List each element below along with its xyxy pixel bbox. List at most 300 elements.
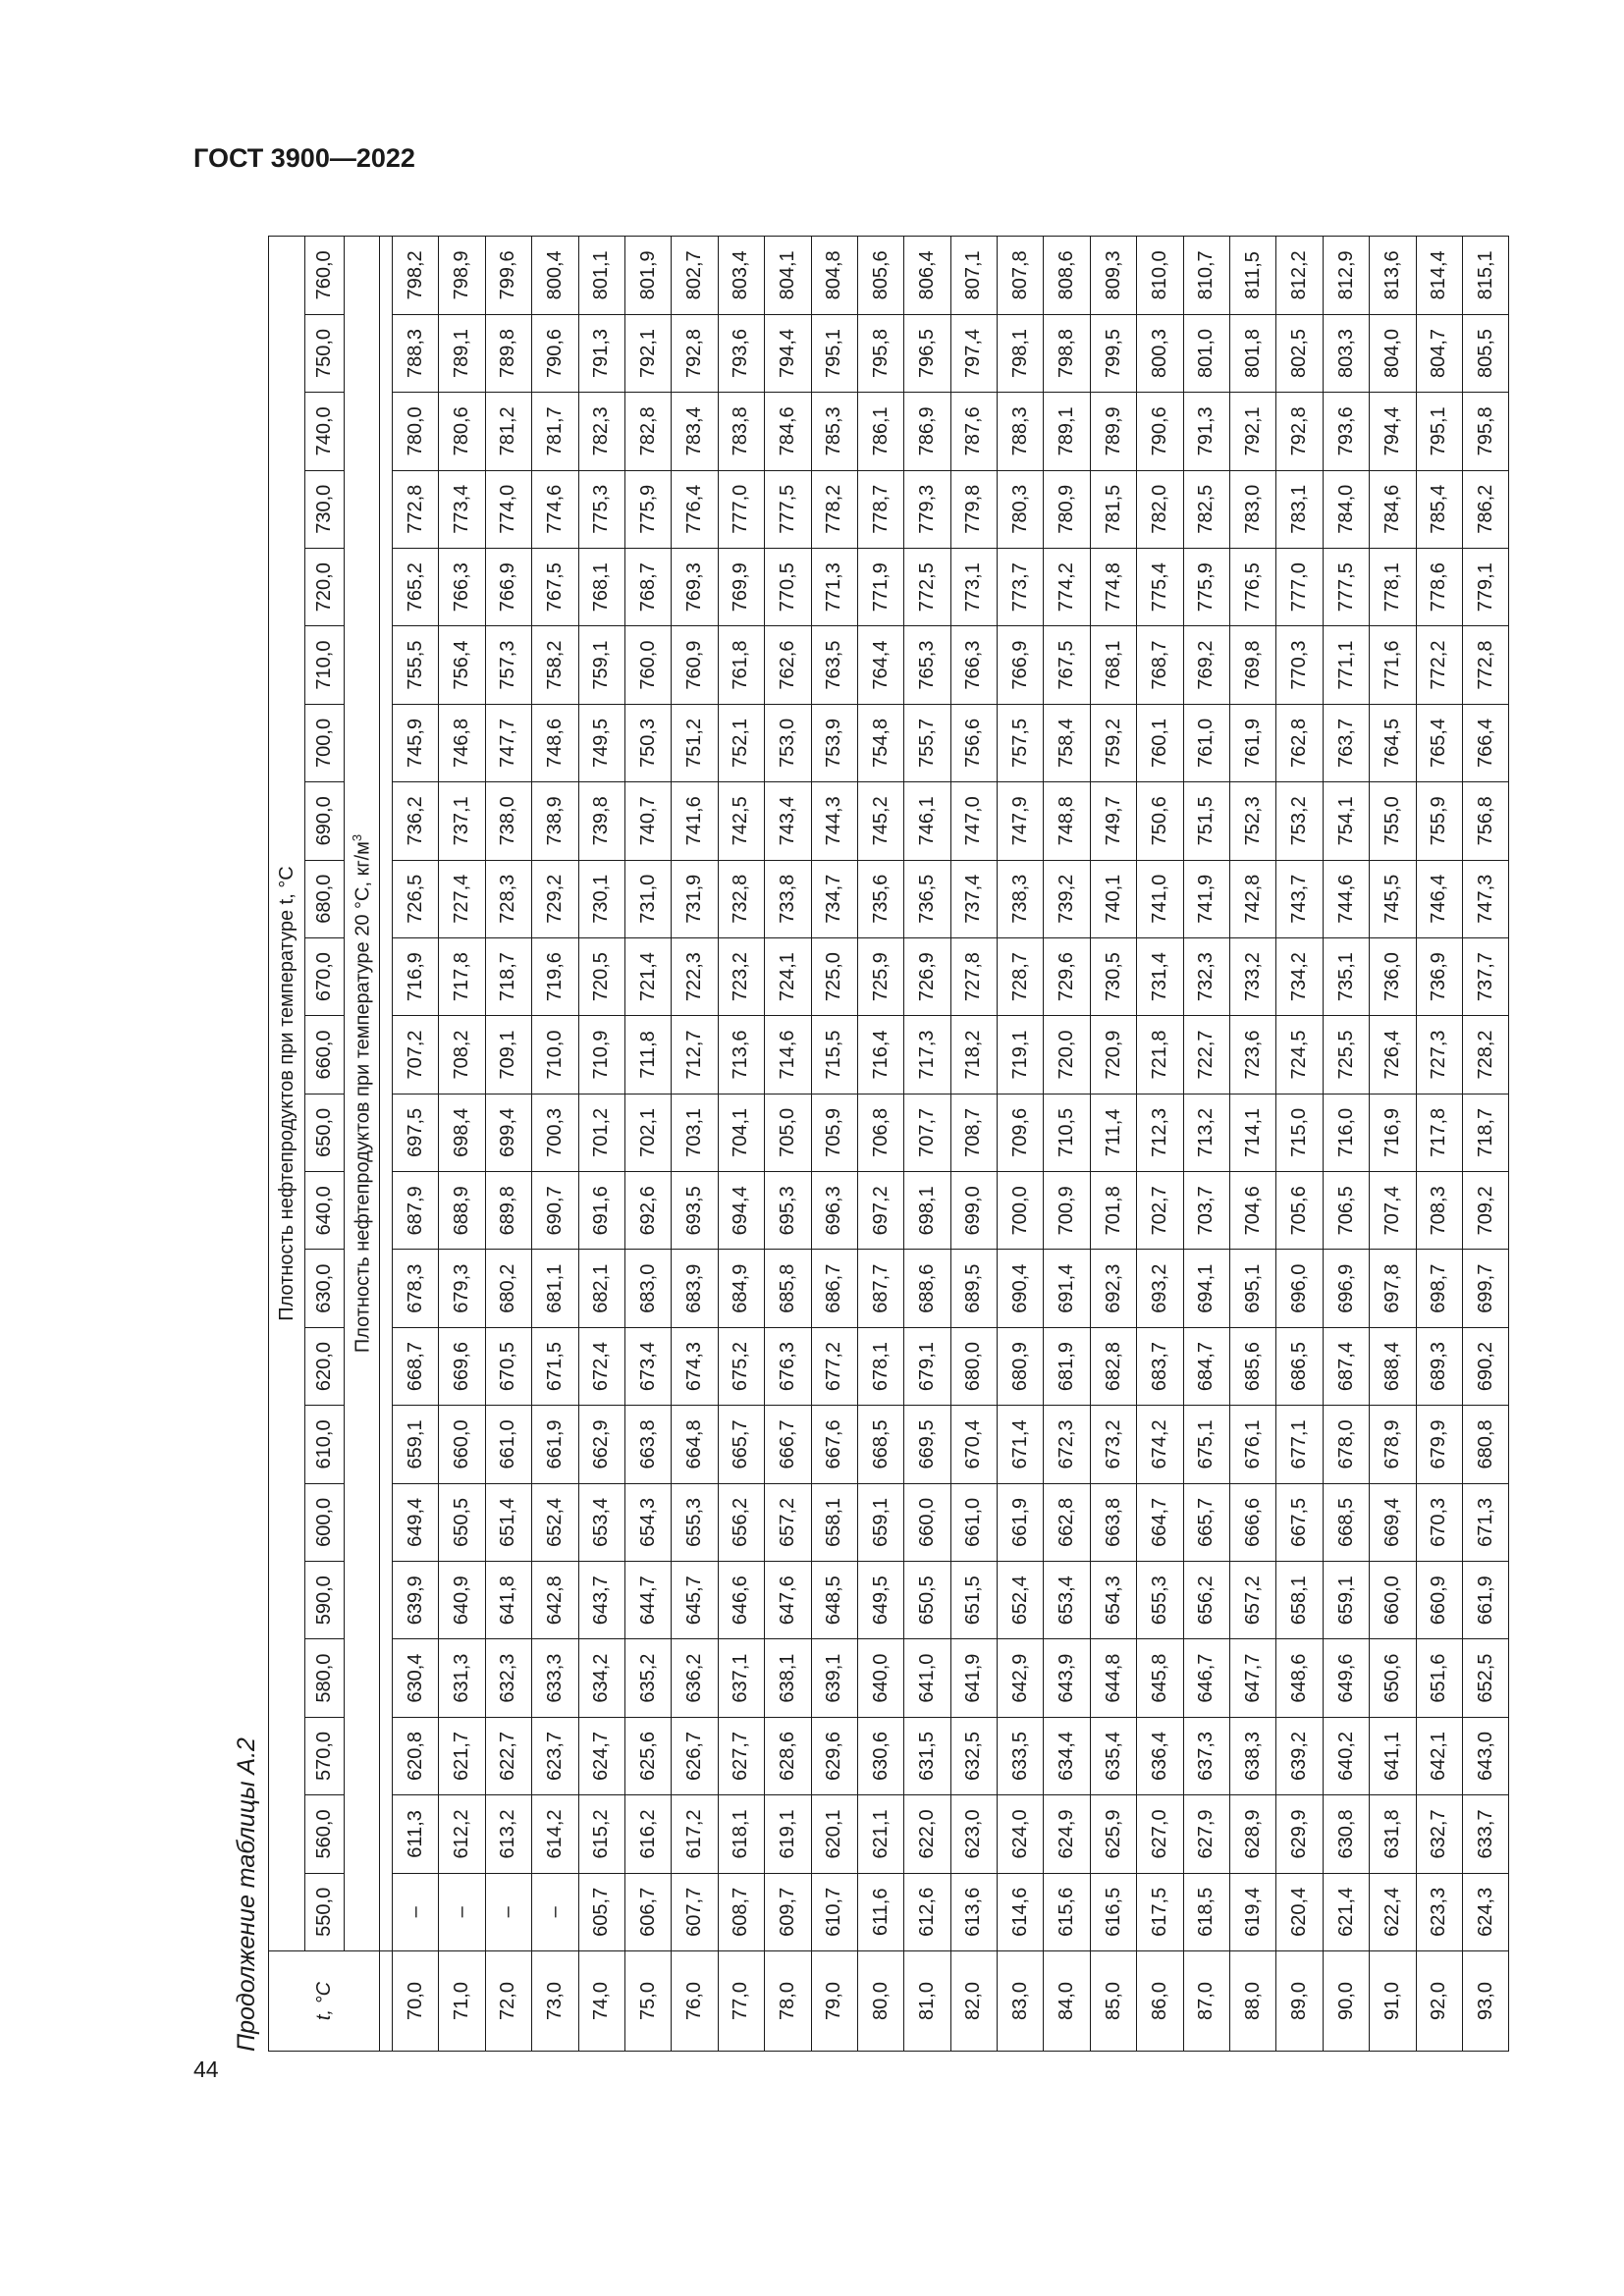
- table-cell: 651,4: [485, 1483, 531, 1561]
- table-cell: 652,4: [532, 1483, 578, 1561]
- table-cell: 722,7: [1183, 1016, 1229, 1094]
- table-cell: 756,4: [439, 626, 485, 704]
- table-cell: –: [532, 1873, 578, 1950]
- table-cell: 700,9: [1044, 1172, 1090, 1250]
- table-cell: 617,5: [1137, 1873, 1183, 1950]
- table-cell: 649,5: [857, 1562, 903, 1639]
- table-cell: 649,6: [1323, 1639, 1369, 1717]
- table-cell: 714,1: [1230, 1094, 1276, 1171]
- table-cell: 731,0: [624, 860, 671, 937]
- table-cell: 669,4: [1370, 1483, 1416, 1561]
- table-cell: 619,1: [765, 1795, 811, 1873]
- table-cell: 622,0: [904, 1795, 950, 1873]
- table-cell: 784,6: [765, 393, 811, 470]
- table-cell: 664,8: [672, 1406, 718, 1483]
- table-cell: 695,1: [1230, 1250, 1276, 1327]
- table-cell: 641,0: [904, 1639, 950, 1717]
- table-cell: 623,3: [1416, 1873, 1462, 1950]
- table-cell: 685,6: [1230, 1327, 1276, 1405]
- table-cell: 689,3: [1416, 1327, 1462, 1405]
- table-cell: 708,3: [1416, 1172, 1462, 1250]
- table-cell: 789,8: [485, 314, 531, 392]
- table-cell: 760,0: [624, 626, 671, 704]
- table-cell: 660,0: [439, 1406, 485, 1483]
- table-cell: 620,1: [811, 1795, 857, 1873]
- table-cell: 697,2: [857, 1172, 903, 1250]
- row-temperature: 79,0: [811, 1950, 857, 2051]
- table-cell: 734,7: [811, 860, 857, 937]
- table-cell: 703,7: [1183, 1172, 1229, 1250]
- table-cell: 806,4: [904, 237, 950, 315]
- table-cell: 792,1: [624, 314, 671, 392]
- table-cell: 723,2: [718, 937, 764, 1015]
- table-cell: 746,4: [1416, 860, 1462, 937]
- row-temperature: 80,0: [857, 1950, 903, 2051]
- table-cell: 691,4: [1044, 1250, 1090, 1327]
- column-header: 620,0: [305, 1327, 345, 1405]
- table-cell: 772,2: [1416, 626, 1462, 704]
- table-cell: 768,7: [624, 548, 671, 625]
- table-cell: 618,1: [718, 1795, 764, 1873]
- table-cell: 645,7: [672, 1562, 718, 1639]
- table-cell: 795,8: [857, 314, 903, 392]
- table-cell: 717,3: [904, 1016, 950, 1094]
- table-cell: 664,7: [1137, 1483, 1183, 1561]
- table-cell: 804,8: [811, 237, 857, 315]
- row-temperature: 89,0: [1276, 1950, 1323, 2051]
- table-cell: 725,0: [811, 937, 857, 1015]
- table-cell: 639,2: [1276, 1717, 1323, 1794]
- table-cell: 757,3: [485, 626, 531, 704]
- table-cell: 672,3: [1044, 1406, 1090, 1483]
- table-cell: 698,7: [1416, 1250, 1462, 1327]
- table-cell: 722,3: [672, 937, 718, 1015]
- column-header: 690,0: [305, 782, 345, 860]
- table-cell: 770,3: [1276, 626, 1323, 704]
- table-cell: 781,2: [485, 393, 531, 470]
- header-row-sub: [345, 237, 380, 2052]
- table-cell: 706,8: [857, 1094, 903, 1171]
- table-cell: 707,4: [1370, 1172, 1416, 1250]
- table-cell: 631,3: [439, 1639, 485, 1717]
- table-cell: 799,6: [485, 237, 531, 315]
- table-cell: 644,7: [624, 1562, 671, 1639]
- table-cell: 733,8: [765, 860, 811, 937]
- table-cell: 653,4: [1044, 1562, 1090, 1639]
- table-cell: 773,4: [439, 470, 485, 548]
- table-row: [1137, 237, 1183, 2052]
- table-cell: 780,9: [1044, 470, 1090, 548]
- table-cell: 676,1: [1230, 1406, 1276, 1483]
- spacer-cell: [380, 1950, 393, 2051]
- table-cell: 630,8: [1323, 1795, 1369, 1873]
- table-cell: 648,6: [1276, 1639, 1323, 1717]
- table-cell: 716,9: [1370, 1094, 1416, 1171]
- table-cell: 713,6: [718, 1016, 764, 1094]
- table-cell: 785,3: [811, 393, 857, 470]
- table-cell: 760,9: [672, 626, 718, 704]
- table-cell: 636,2: [672, 1639, 718, 1717]
- table-cell: 720,9: [1090, 1016, 1136, 1094]
- table-cell: 810,0: [1137, 237, 1183, 315]
- table-cell: 654,3: [624, 1483, 671, 1561]
- table-cell: 755,0: [1370, 782, 1416, 860]
- table-cell: 649,4: [393, 1483, 439, 1561]
- table-row: [811, 237, 857, 2052]
- table-cell: 776,4: [672, 470, 718, 548]
- table-cell: 805,5: [1462, 314, 1508, 392]
- table-cell: 660,0: [1370, 1562, 1416, 1639]
- table-cell: 655,3: [1137, 1562, 1183, 1639]
- table-cell: 732,3: [1183, 937, 1229, 1015]
- row-temperature: 88,0: [1230, 1950, 1276, 2051]
- t-header-label: t, °C: [312, 1981, 335, 2021]
- table-cell: 647,6: [765, 1562, 811, 1639]
- table-row: [485, 237, 531, 2052]
- table-cell: 622,4: [1370, 1873, 1416, 1950]
- table-cell: 666,7: [765, 1406, 811, 1483]
- table-cell: 771,1: [1323, 626, 1369, 704]
- table-cell: 647,7: [1230, 1639, 1276, 1717]
- table-cell: 674,3: [672, 1327, 718, 1405]
- table-row: [672, 237, 718, 2052]
- table-cell: 709,6: [998, 1094, 1044, 1171]
- table-cell: 793,6: [1323, 393, 1369, 470]
- table-cell: 682,1: [578, 1250, 624, 1327]
- table-cell: 763,7: [1323, 704, 1369, 781]
- table-cell: 641,8: [485, 1562, 531, 1639]
- table-cell: 794,4: [1370, 393, 1416, 470]
- column-header: 640,0: [305, 1172, 345, 1250]
- table-cell: 708,2: [439, 1016, 485, 1094]
- table-cell: 697,5: [393, 1094, 439, 1171]
- document-title: ГОСТ 3900—2022: [193, 143, 415, 173]
- table-cell: 740,1: [1090, 860, 1136, 937]
- table-cell: 617,2: [672, 1795, 718, 1873]
- table-cell: 631,8: [1370, 1795, 1416, 1873]
- table-cell: 661,9: [998, 1483, 1044, 1561]
- table-cell: 680,2: [485, 1250, 531, 1327]
- table-cell: 724,5: [1276, 1016, 1323, 1094]
- table-cell: 634,2: [578, 1639, 624, 1717]
- table-cell: 622,7: [485, 1717, 531, 1794]
- column-header: 550,0: [305, 1873, 345, 1950]
- table-cell: 798,1: [998, 314, 1044, 392]
- table-row: [1370, 237, 1416, 2052]
- table-cell: 780,6: [439, 393, 485, 470]
- table-cell: 804,0: [1370, 314, 1416, 392]
- table-cell: 637,1: [718, 1639, 764, 1717]
- table-cell: 690,4: [998, 1250, 1044, 1327]
- table-row: [532, 237, 578, 2052]
- table-cell: 782,5: [1183, 470, 1229, 548]
- table-cell: 783,8: [718, 393, 764, 470]
- row-temperature: 70,0: [393, 1950, 439, 2051]
- table-cell: 695,3: [765, 1172, 811, 1250]
- table-cell: 741,0: [1137, 860, 1183, 937]
- table-cell: 668,5: [857, 1406, 903, 1483]
- table-cell: 753,9: [811, 704, 857, 781]
- table-cell: 668,7: [393, 1327, 439, 1405]
- table-cell: 683,0: [624, 1250, 671, 1327]
- table-cell: 803,4: [718, 237, 764, 315]
- row-temperature: 76,0: [672, 1950, 718, 2051]
- table-cell: 758,2: [532, 626, 578, 704]
- table-cell: 775,9: [624, 470, 671, 548]
- table-cell: 715,0: [1276, 1094, 1323, 1171]
- table-cell: 605,7: [578, 1873, 624, 1950]
- table-row: [998, 237, 1044, 2052]
- table-cell: 609,7: [765, 1873, 811, 1950]
- table-cell: 745,9: [393, 704, 439, 781]
- table-cell: 768,1: [1090, 626, 1136, 704]
- table-cell: 673,4: [624, 1327, 671, 1405]
- table-cell: 721,4: [624, 937, 671, 1015]
- table-cell: 758,4: [1044, 704, 1090, 781]
- table-cell: 627,7: [718, 1717, 764, 1794]
- table-cell: 621,1: [857, 1795, 903, 1873]
- table-row: [718, 237, 764, 2052]
- table-cell: 812,2: [1276, 237, 1323, 315]
- row-temperature: 90,0: [1323, 1950, 1369, 2051]
- table-cell: 778,1: [1370, 548, 1416, 625]
- table-cell: 611,3: [393, 1795, 439, 1873]
- table-cell: 716,4: [857, 1016, 903, 1094]
- table-cell: 768,7: [1137, 626, 1183, 704]
- table-cell: 688,6: [904, 1250, 950, 1327]
- table-row: [578, 237, 624, 2052]
- table-cell: 795,8: [1462, 393, 1508, 470]
- table-cell: 780,3: [998, 470, 1044, 548]
- table-cell: 633,5: [998, 1717, 1044, 1794]
- table-cell: 662,9: [578, 1406, 624, 1483]
- table-cell: 643,9: [1044, 1639, 1090, 1717]
- table-cell: 633,7: [1462, 1795, 1508, 1873]
- table-cell: 777,0: [1276, 548, 1323, 625]
- table-cell: 766,3: [439, 548, 485, 625]
- row-temperature: 83,0: [998, 1950, 1044, 2051]
- row-temperature: 72,0: [485, 1950, 531, 2051]
- table-cell: 692,3: [1090, 1250, 1136, 1327]
- table-cell: 769,2: [1183, 626, 1229, 704]
- table-cell: 750,6: [1137, 782, 1183, 860]
- table-cell: 661,9: [532, 1406, 578, 1483]
- table-cell: 727,4: [439, 860, 485, 937]
- table-cell: 736,2: [393, 782, 439, 860]
- table-cell: 696,0: [1276, 1250, 1323, 1327]
- table-cell: 657,2: [1230, 1562, 1276, 1639]
- table-cell: 654,3: [1090, 1562, 1136, 1639]
- table-cell: 632,3: [485, 1639, 531, 1717]
- table-cell: 615,2: [578, 1795, 624, 1873]
- table-cell: 688,9: [439, 1172, 485, 1250]
- table-cell: 807,1: [950, 237, 997, 315]
- table-cell: 771,3: [811, 548, 857, 625]
- table-cell: 801,9: [624, 237, 671, 315]
- table-cell: 744,6: [1323, 860, 1369, 937]
- table-cell: 746,1: [904, 782, 950, 860]
- table-cell: 803,3: [1323, 314, 1369, 392]
- table-cell: 728,7: [998, 937, 1044, 1015]
- table-cell: 798,8: [1044, 314, 1090, 392]
- table-cell: 637,3: [1183, 1717, 1229, 1794]
- table-cell: 669,6: [439, 1327, 485, 1405]
- table-cell: 749,5: [578, 704, 624, 781]
- sub-header-label: Плотность нефтепродуктов при температуре 20 °С, кг/м: [352, 841, 374, 1354]
- table-cell: 733,2: [1230, 937, 1276, 1015]
- table-row: [624, 237, 671, 2052]
- table-cell: 739,8: [578, 782, 624, 860]
- table-cell: 633,3: [532, 1639, 578, 1717]
- table-cell: 693,2: [1137, 1250, 1183, 1327]
- table-cell: 757,5: [998, 704, 1044, 781]
- table-cell: 655,3: [672, 1483, 718, 1561]
- table-cell: –: [485, 1873, 531, 1950]
- table-cell: 642,9: [998, 1639, 1044, 1717]
- table-cell: 728,3: [485, 860, 531, 937]
- table-cell: 629,6: [811, 1717, 857, 1794]
- table-cell: 675,1: [1183, 1406, 1229, 1483]
- spacer-row: [380, 237, 393, 2052]
- table-cell: 746,8: [439, 704, 485, 781]
- row-temperature: 91,0: [1370, 1950, 1416, 2051]
- table-cell: 613,6: [950, 1873, 997, 1950]
- table-cell: 719,6: [532, 937, 578, 1015]
- table-cell: 614,6: [998, 1873, 1044, 1950]
- table-cell: 650,6: [1370, 1639, 1416, 1717]
- table-cell: 764,4: [857, 626, 903, 704]
- table-cell: 629,9: [1276, 1795, 1323, 1873]
- table-cell: 727,8: [950, 937, 997, 1015]
- table-cell: 781,7: [532, 393, 578, 470]
- table-cell: 705,0: [765, 1094, 811, 1171]
- table-cell: 784,0: [1323, 470, 1369, 548]
- table-cell: 761,0: [1183, 704, 1229, 781]
- table-cell: 702,1: [624, 1094, 671, 1171]
- table-cell: 692,6: [624, 1172, 671, 1250]
- table-cell: 779,8: [950, 470, 997, 548]
- table-cell: 763,5: [811, 626, 857, 704]
- table-cell: 791,3: [1183, 393, 1229, 470]
- table-row: [950, 237, 997, 2052]
- table-cell: 687,7: [857, 1250, 903, 1327]
- table-cell: 696,9: [1323, 1250, 1369, 1327]
- table-cell: 766,4: [1462, 704, 1508, 781]
- table-cell: 775,4: [1137, 548, 1183, 625]
- table-cell: 644,8: [1090, 1639, 1136, 1717]
- table-cell: 755,5: [393, 626, 439, 704]
- table-cell: 659,1: [393, 1406, 439, 1483]
- table-cell: 631,5: [904, 1717, 950, 1794]
- table-cell: 774,6: [532, 470, 578, 548]
- table-cell: 656,2: [1183, 1562, 1229, 1639]
- table-row: [1276, 237, 1323, 2052]
- column-header: 610,0: [305, 1406, 345, 1483]
- table-cell: 712,3: [1137, 1094, 1183, 1171]
- table-cell: 661,0: [950, 1483, 997, 1561]
- row-temperature: 73,0: [532, 1950, 578, 2051]
- table-cell: 685,8: [765, 1250, 811, 1327]
- column-header: 700,0: [305, 704, 345, 781]
- row-temperature: 92,0: [1416, 1950, 1462, 2051]
- table-cell: 656,2: [718, 1483, 764, 1561]
- table-cell: 742,8: [1230, 860, 1276, 937]
- table-cell: 615,6: [1044, 1873, 1090, 1950]
- table-row: [1230, 237, 1276, 2052]
- table-cell: 679,3: [439, 1250, 485, 1327]
- table-cell: 678,9: [1370, 1406, 1416, 1483]
- table-cell: 717,8: [439, 937, 485, 1015]
- table-cell: 635,4: [1090, 1717, 1136, 1794]
- table-cell: 680,0: [950, 1327, 997, 1405]
- table-cell: 680,8: [1462, 1406, 1508, 1483]
- table-cell: 657,2: [765, 1483, 811, 1561]
- table-cell: 625,6: [624, 1717, 671, 1794]
- table-cell: 651,6: [1416, 1639, 1462, 1717]
- table-cell: 802,7: [672, 237, 718, 315]
- table-cell: 681,1: [532, 1250, 578, 1327]
- table-row: [439, 237, 485, 2052]
- table-cell: 651,5: [950, 1562, 997, 1639]
- table-cell: 680,9: [998, 1327, 1044, 1405]
- table-cell: 771,6: [1370, 626, 1416, 704]
- top-header: Плотность нефтепродуктов при температуре t, °C: [269, 237, 305, 1951]
- table-cell: 614,2: [532, 1795, 578, 1873]
- table-cell: 801,1: [578, 237, 624, 315]
- table-cell: 635,2: [624, 1639, 671, 1717]
- table-cell: 628,6: [765, 1717, 811, 1794]
- table-cell: 710,9: [578, 1016, 624, 1094]
- row-temperature: 71,0: [439, 1950, 485, 2051]
- table-cell: 679,1: [904, 1327, 950, 1405]
- table-cell: 643,7: [578, 1562, 624, 1639]
- table-cell: 720,5: [578, 937, 624, 1015]
- table-cell: 726,9: [904, 937, 950, 1015]
- table-cell: 639,9: [393, 1562, 439, 1639]
- table-row: [1416, 237, 1462, 2052]
- table-cell: 710,5: [1044, 1094, 1090, 1171]
- column-header: 590,0: [305, 1562, 345, 1639]
- table-cell: 729,6: [1044, 937, 1090, 1015]
- table-cell: 708,7: [950, 1094, 997, 1171]
- table-cell: 778,2: [811, 470, 857, 548]
- table-cell: 809,3: [1090, 237, 1136, 315]
- table-cell: 640,0: [857, 1639, 903, 1717]
- table-cell: 696,3: [811, 1172, 857, 1250]
- table-cell: 612,2: [439, 1795, 485, 1873]
- table-cell: 678,1: [857, 1327, 903, 1405]
- table-cell: 767,5: [532, 548, 578, 625]
- table-cell: 660,9: [1416, 1562, 1462, 1639]
- table-cell: 756,8: [1462, 782, 1508, 860]
- table-cell: 748,8: [1044, 782, 1090, 860]
- table-cell: 773,1: [950, 548, 997, 625]
- table-cell: 608,7: [718, 1873, 764, 1950]
- table-cell: 700,3: [532, 1094, 578, 1171]
- table-cell: 701,8: [1090, 1172, 1136, 1250]
- table-cell: 663,8: [624, 1406, 671, 1483]
- table-cell: 788,3: [393, 314, 439, 392]
- table-cell: 678,0: [1323, 1406, 1369, 1483]
- table-cell: 641,1: [1370, 1717, 1416, 1794]
- table-cell: 706,5: [1323, 1172, 1369, 1250]
- table-cell: 648,5: [811, 1562, 857, 1639]
- table-cell: 812,9: [1323, 237, 1369, 315]
- table-cell: 770,5: [765, 548, 811, 625]
- table-cell: 785,4: [1416, 470, 1462, 548]
- table-cell: 666,6: [1230, 1483, 1276, 1561]
- table-cell: 767,5: [1044, 626, 1090, 704]
